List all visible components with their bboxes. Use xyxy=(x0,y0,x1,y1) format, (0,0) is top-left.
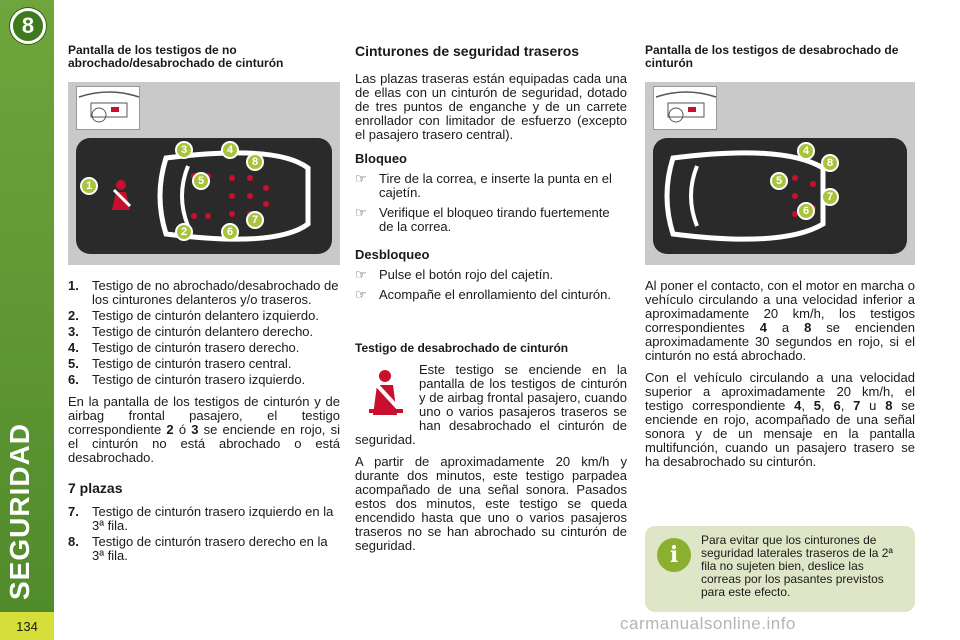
column-middle xyxy=(355,44,627,553)
seven-seats-list xyxy=(68,505,340,563)
list-item: 1. Testigo de no abrochado/desabrochado de los cinturones delanteros y/o traseros. xyxy=(68,278,339,307)
badge-6: 6 xyxy=(797,202,815,220)
page-number: 134 xyxy=(0,612,54,640)
badge-8: 8 xyxy=(821,154,839,172)
rear-seatbelt-panel-diagram xyxy=(645,82,915,265)
warning-display-screen xyxy=(653,138,907,254)
list-item: 2. Testigo de cinturón delantero izquierdo. xyxy=(68,308,319,323)
list-item: ☞ Tire de la correa, e inserte la punta en el cajetín. xyxy=(355,171,612,200)
list-item: 7. Testigo de cinturón trasero izquierdo en la 3ª fila. xyxy=(68,504,334,533)
seven-seats-heading: 7 plazas xyxy=(68,480,123,496)
bullet-hand-icon: ☞ xyxy=(355,267,367,282)
bullet-hand-icon: ☞ xyxy=(355,287,367,302)
speed-paragraph: A partir de aproximadamente 20 km/h y durante dos minutos, este testigo parpadea acompañado de una señal sonora. Pasados estos dos minutos, este testigo se queda encendido hasta que uno o varios pasajeros traseros no se han abrochado su cinturón de seguridad. xyxy=(355,454,627,553)
info-icon: i xyxy=(657,538,691,572)
chapter-badge: 8 xyxy=(10,8,46,44)
rear-paragraph-2: Con el vehículo circulando a una velocidad superior a aproximadamente 20 km/h, el testigo correspondiente 4, 5, 6, 7 u 8 se enciende en rojo, acompañado de una señal sonora y de un mensaje en la pantalla multifunción, cuando un pasajero trasero se ha desabrochado su cinturón. xyxy=(645,370,915,469)
panel-heading-rear: Pantalla de los testigos de desabrochado de cinturón xyxy=(645,43,899,70)
seatbelt-warning-icon xyxy=(365,369,409,419)
list-item: 5. Testigo de cinturón trasero central. xyxy=(68,356,292,371)
badge-5: 5 xyxy=(192,172,210,190)
info-note xyxy=(645,526,915,612)
list-item: ☞ Verifique el bloqueo tirando fuertemente de la correa. xyxy=(355,205,610,234)
rear-paragraph-1: Al poner el contacto, con el motor en marcha o vehículo circulando a una velocidad inferior a aproximadamente 20 km/h, los testigos correspondientes 4 a 8 se encienden aproximadamente 30 segundos en rojo, si el cinturón no está abrochado. xyxy=(645,278,916,363)
bullet-hand-icon: ☞ xyxy=(355,205,367,220)
unlock-heading: Desbloqueo xyxy=(355,247,430,262)
intro-paragraph: Las plazas traseras están equipadas cada una de ellas con un cinturón de seguridad, dotado de tres puntos de enganche y de un carrete enrollador con limitador de esfuerzo (excepto el pasajero trasero central). xyxy=(355,71,627,142)
dashboard-thumbnail xyxy=(653,86,717,130)
chapter-tab xyxy=(0,0,54,640)
list-item: 6. Testigo de cinturón trasero izquierdo. xyxy=(68,372,306,387)
dashboard-icon xyxy=(654,87,718,131)
list-item: 4. Testigo de cinturón trasero derecho. xyxy=(68,340,300,355)
warning-paragraph: Este testigo se enciende en la pantalla de los testigos de cinturón y de airbag frontal pasajero, cuando uno o varios pasajeros traseros se han desabrochado el cinturón de seguridad. xyxy=(355,362,627,447)
dashboard-icon xyxy=(77,87,141,131)
legend-list xyxy=(68,279,340,387)
warning-block xyxy=(355,342,627,553)
badge-8: 8 xyxy=(246,153,264,171)
badge-7: 7 xyxy=(246,211,264,229)
section-title: Cinturones de seguridad traseros xyxy=(355,43,580,59)
chapter-label: SEGURIDAD xyxy=(4,422,35,600)
warning-display-screen xyxy=(76,138,332,254)
dashboard-thumbnail xyxy=(76,86,140,130)
lock-heading: Bloqueo xyxy=(355,151,407,166)
warning-heading: Testigo de desabrochado de cinturón xyxy=(355,341,569,355)
list-item: ☞ Pulse el botón rojo del cajetín. xyxy=(355,267,554,282)
seatbelt-panel-diagram xyxy=(68,82,340,265)
list-item: ☞ Acompañe el enrollamiento del cinturón. xyxy=(355,287,611,302)
car-top-view-icon xyxy=(76,138,332,254)
watermark: carmanualsonline.info xyxy=(620,614,796,633)
badge-6: 6 xyxy=(221,223,239,241)
badge-7: 7 xyxy=(821,188,839,206)
info-text: Para evitar que los cinturones de seguridad laterales traseros de la 2ª fila no sujeten bien, deslice las correas por los pasantes previstos para este efecto. xyxy=(701,533,893,599)
column-left xyxy=(68,44,340,565)
front-warning-paragraph: En la pantalla de los testigos de cinturón y de airbag frontal pasajero, el testigo correspondiente 2 ó 3 se enciende en rojo, si el cinturón no está abrochado o está desabrochado. xyxy=(68,394,340,465)
panel-heading-front: Pantalla de los testigos de no abrochado/desabrochado de cinturón xyxy=(68,43,284,70)
badge-4: 4 xyxy=(797,142,815,160)
badge-2: 2 xyxy=(175,223,193,241)
list-item: 8. Testigo de cinturón trasero derecho en la 3ª fila. xyxy=(68,534,328,563)
badge-5: 5 xyxy=(770,172,788,190)
badge-1: 1 xyxy=(80,177,98,195)
column-right xyxy=(645,44,915,469)
bullet-hand-icon: ☞ xyxy=(355,171,367,186)
car-top-view-icon xyxy=(653,138,907,254)
badge-3: 3 xyxy=(175,141,193,159)
badge-4: 4 xyxy=(221,141,239,159)
list-item: 3. Testigo de cinturón delantero derecho. xyxy=(68,324,314,339)
